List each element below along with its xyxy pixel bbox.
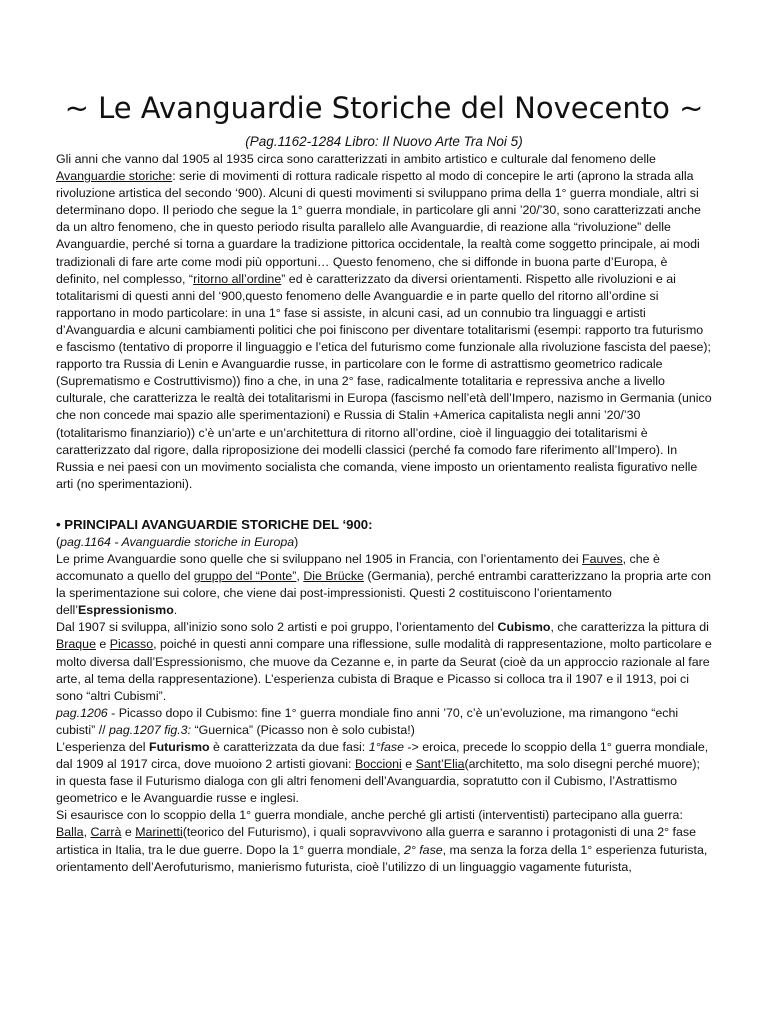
term-cubismo: Cubismo [497, 620, 551, 635]
phase-label: 2° fase [403, 842, 443, 857]
text-run: , [83, 825, 91, 840]
term-avanguardie-storiche: Avanguardie storiche [56, 169, 173, 184]
term-sant-elia: Sant’Elia [415, 757, 465, 772]
text-run: Le prime Avanguardie sono quelle che si sviluppano nel 1905 in Francia, con l’orientamento dei [56, 551, 583, 566]
term-espressionismo: Espressionismo [78, 603, 174, 618]
text-run: Si esaurisce con lo scoppio della 1° guerra mondiale, anche perché gli artisti (interventisti) partecipano alla guerra: [56, 808, 683, 823]
text-run: ” ed è caratterizzato da diversi orientamenti. Rispetto alle rivoluzioni e ai totalitarismi di questi anni del ‘900,questo fenomeno delle Avanguardie e in parte quello del ritorno all’ordine si rapportano in modo particolare: in una 1° fase si assiste, in alcuni casi, ad un connubio tra linguaggi e artisti d’Avanguardia e alcuni cambiamenti politici che poi finiscono per diventare totalitarismi (esempi: rapporto tra futurismo e fascismo (tentativo di proporre il linguaggio e l’etica del futurismo come funzionale alla rivoluzione fascista del paese); rapporto tra Russia di Lenin e Avanguardie russe, in particolare con le forme di astrattismo geometrico radicale (Suprematismo e Costruttivismo)) fino a che, in una 2° fase, radicalmente totalitaria e repressiva anche a livello culturale, che caratterizza le realtà dei totalitarismi in Europa (fascismo nell’età dell’Impero, nazismo in Germania (unico che non concede mai spazio alle sperimentazioni) e Russia di Stalin +America capitalista negli anni ’20/’30 (totalitarismo finanziario)) c’è un’arte e un’architettura di ritorno all’ordine, cioè il linguaggio dei totalitarismi è caratterizzato dal rigore, dalla riproposizione dei modelli classici (perché fa comodo fare riferimento all’Impero). In Russia e nei paesi con un movimento socialista che comanda, viene imposto un orientamento realista figurativo nelle arti (no sperimentazioni). [56, 271, 712, 491]
term-marinetti: Marinetti [135, 825, 183, 840]
text-run: (Germania), perché entrambi caratterizzano la propria arte con la sperimentazione sui colore, che viene dai post-impressionisti. Questi 2 costituiscono l’orientamento dell’ [56, 569, 712, 618]
text-run: , [296, 569, 304, 584]
document-subtitle: (Pag.1162-1284 Libro: Il Nuovo Arte Tra Noi 5) [245, 134, 523, 149]
paragraph-spacer [56, 493, 712, 516]
text-run: - Picasso dopo il Cubismo: fine 1° guerra mondiale fino anni ’70, c’è un’evoluzione, ma rimangono “echi cubisti” // [56, 705, 679, 737]
text-run: , poiché in questi anni compare una riflessione, sulle modalità di rappresentazione, molto particolare e molto diversa dall’Espressionismo, che muove da Cezanne e, in parte da Seurat (cioè da un approccio razionale al fare arte, al tema della rappresentazione). L’esperienza cubista di Braque e Picasso si colloca tra il 1907 e il 1913, poi ci sono “altri Cubismi”. [56, 637, 712, 703]
term-picasso: Picasso [109, 637, 154, 652]
text-run: ( [56, 534, 61, 549]
term-braque: Braque [56, 637, 96, 652]
page-reference: pag.1207 fig.3: [109, 722, 192, 737]
intro-paragraph [56, 151, 712, 493]
term-fauves: Fauves [582, 551, 623, 566]
document-title: ~ Le Avanguardie Storiche del Novecento ~ [64, 91, 704, 125]
page-reference: pag.1206 [56, 705, 108, 720]
text-run: Dal 1907 si sviluppa, all’inizio sono solo 2 artisti e poi gruppo, l’orientamento del [56, 620, 498, 635]
text-run: è caratterizzata da due fasi: [209, 740, 369, 754]
text-run: Gli anni che vanno dal 1905 al 1935 circa sono caratterizzati in ambito artistico e culturale dal fenomeno delle [56, 152, 656, 166]
cubismo-paragraph [56, 619, 712, 704]
text-run: . [173, 603, 178, 618]
text-run: e [121, 825, 136, 840]
picasso-note-paragraph [56, 705, 712, 739]
text-run: (teorico del Futurismo), i quali sopravvivono alla guerra e saranno i protagonisti di una 2° fase artistica in Italia, tra le due guerre. Dopo la 1° guerra mondiale, [56, 825, 696, 857]
term-futurismo: Futurismo [149, 740, 210, 754]
text-run: e [95, 637, 110, 652]
term-boccioni: Boccioni [354, 757, 402, 772]
page-reference: pag.1164 - Avanguardie storiche in Europa [60, 534, 295, 549]
section-heading: • PRINCIPALI AVANGUARDIE STORICHE DEL ‘900: [56, 516, 373, 532]
text-run: -> eroica, precede lo scoppio della 1° guerra mondiale, dal 1909 al 1917 circa, dove muoiono 2 artisti giovani: [56, 740, 709, 772]
phase-label: 1°fase [368, 740, 404, 754]
term-balla: Balla [56, 825, 84, 840]
futurismo-second-phase-paragraph [56, 807, 712, 875]
term-gruppo-ponte: gruppo del “Ponte” [193, 569, 297, 584]
fauves-paragraph [56, 551, 712, 619]
term-ritorno-all-ordine: ritorno all’ordine [193, 271, 282, 286]
text-run: ) [294, 534, 299, 549]
text-run: “Guernica” (Picasso non è solo cubista!) [191, 722, 415, 737]
text-run: e [401, 757, 416, 772]
text-run: , che è accomunato a quello del [56, 551, 660, 584]
section-reference [56, 534, 712, 551]
term-carra: Carrà [90, 825, 122, 840]
text-run: : serie di movimenti di rottura radicale rispetto al modo di concepire le arti (aprono la strada alla rivoluzione artistica del secondo ‘900). Alcuni di questi movimenti si sviluppano prima della 1° guerra mondiale, altri si determinano dopo. Il periodo che segue la 1° guerra mondiale, in particolare gli anni ’20/’30, sono caratterizzati anche da un altro fenomeno, che in questo periodo risulta parallelo alle Avanguardie, di reazione alla “rivoluzione” delle Avanguardie, perché si torna a guardare la tradizione pittorica occidentale, la realtà come soggetto principale, ai modi tradizionali di fare arte come modi più opportuni… Questo fenomeno, che si diffonde in buona parte d’Europa, è definito, nel complesso, “ [56, 169, 701, 286]
futurismo-paragraph [56, 739, 712, 807]
text-run: (architetto, ma solo disegni perché muore); in questa fase il Futurismo dialoga con gli altri fenomeni dell’Avanguardia, sopratutto con il Cubismo, l’Astrattismo geometrico e le Avanguardie russe e inglesi. [56, 757, 700, 806]
document-body [56, 151, 712, 876]
text-run: L’esperienza del [56, 740, 149, 754]
term-die-brucke: Die Brücke [303, 569, 364, 584]
text-run: , ma senza la forza della 1° esperienza futurista, orientamento dell’Aerofuturismo, manierismo futurista, cioè l’utilizzo di un linguaggio vagamente futurista, [56, 842, 708, 874]
text-run: , che caratterizza la pittura di [550, 620, 709, 635]
